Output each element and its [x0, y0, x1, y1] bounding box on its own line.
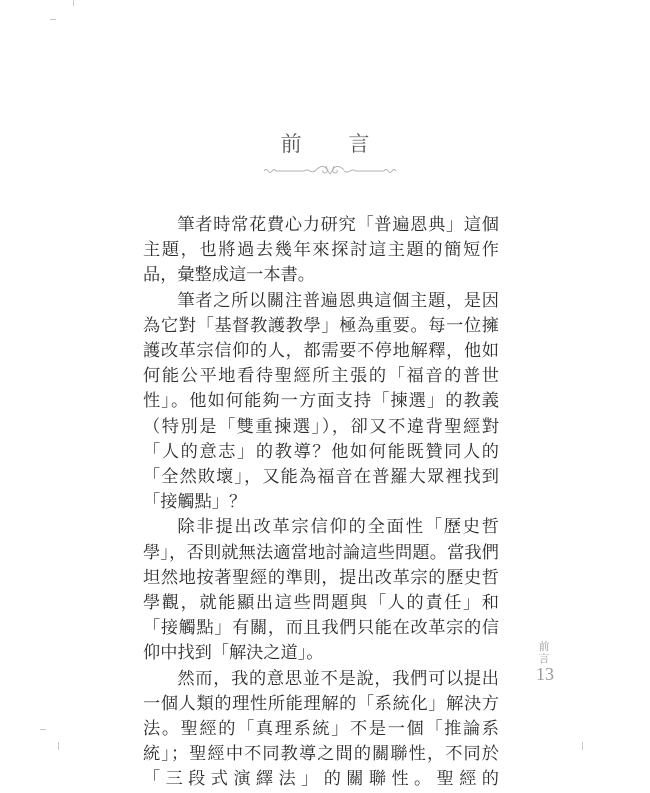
crop-mark-bottom-left — [58, 742, 59, 750]
paragraph-3: 除非提出改革宗信仰的全面性「歷史哲學」，否則就無法適當地討論這些問題。當我們坦然地按著聖經的準則，提出改革宗的歷史哲學觀，就能顯出這些問題與「人的責任」和「接觸點」有關，而且我們只能在改革宗的信仰中找到「解決之道」。 — [143, 517, 499, 664]
title-ornament-flourish-icon — [262, 162, 398, 180]
running-head: 前言 — [538, 640, 550, 665]
preface-body — [143, 213, 499, 793]
crop-mark-top-left — [73, 0, 74, 6]
chapter-title: 前 言 — [280, 132, 390, 156]
crop-mark-bottom-left-h — [40, 729, 46, 730]
paragraph-1: 筆者時常花費心力研究「普遍恩典」這個主題，也將過去幾年來探討這主題的簡短作品，彙整成這一本書。 — [143, 215, 499, 286]
paragraph-2: 筆者之所以關注普遍恩典這個主題，是因為它對「基督教護教學」極為重要。每一位擁護改革宗信仰的人，都需要不停地解釋，他如何能公平地看待聖經所主張的「福音的普世性」。他如何能夠一方面支持「揀選」的教義（特別是「雙重揀選」），卻又不違背聖經對「人的意志」的教導？他如何能既贊同人的「全然敗壞」，又能為福音在普羅大眾裡找到「接觸點」？ — [143, 290, 499, 513]
crop-mark-top-left-h — [50, 19, 56, 20]
paragraph-4: 然而，我的意思並不是說，我們可以提出一個人類的理性所能理解的「系統化」解決方法。聖經的「真理系統」不是一個「推論系統」；聖經中不同教導之間的關聯性，不同於「三段式演繹法」的關聯性。聖經的 — [143, 668, 499, 790]
crop-mark-bottom-right — [582, 742, 583, 750]
page-number: 13 — [536, 664, 554, 684]
